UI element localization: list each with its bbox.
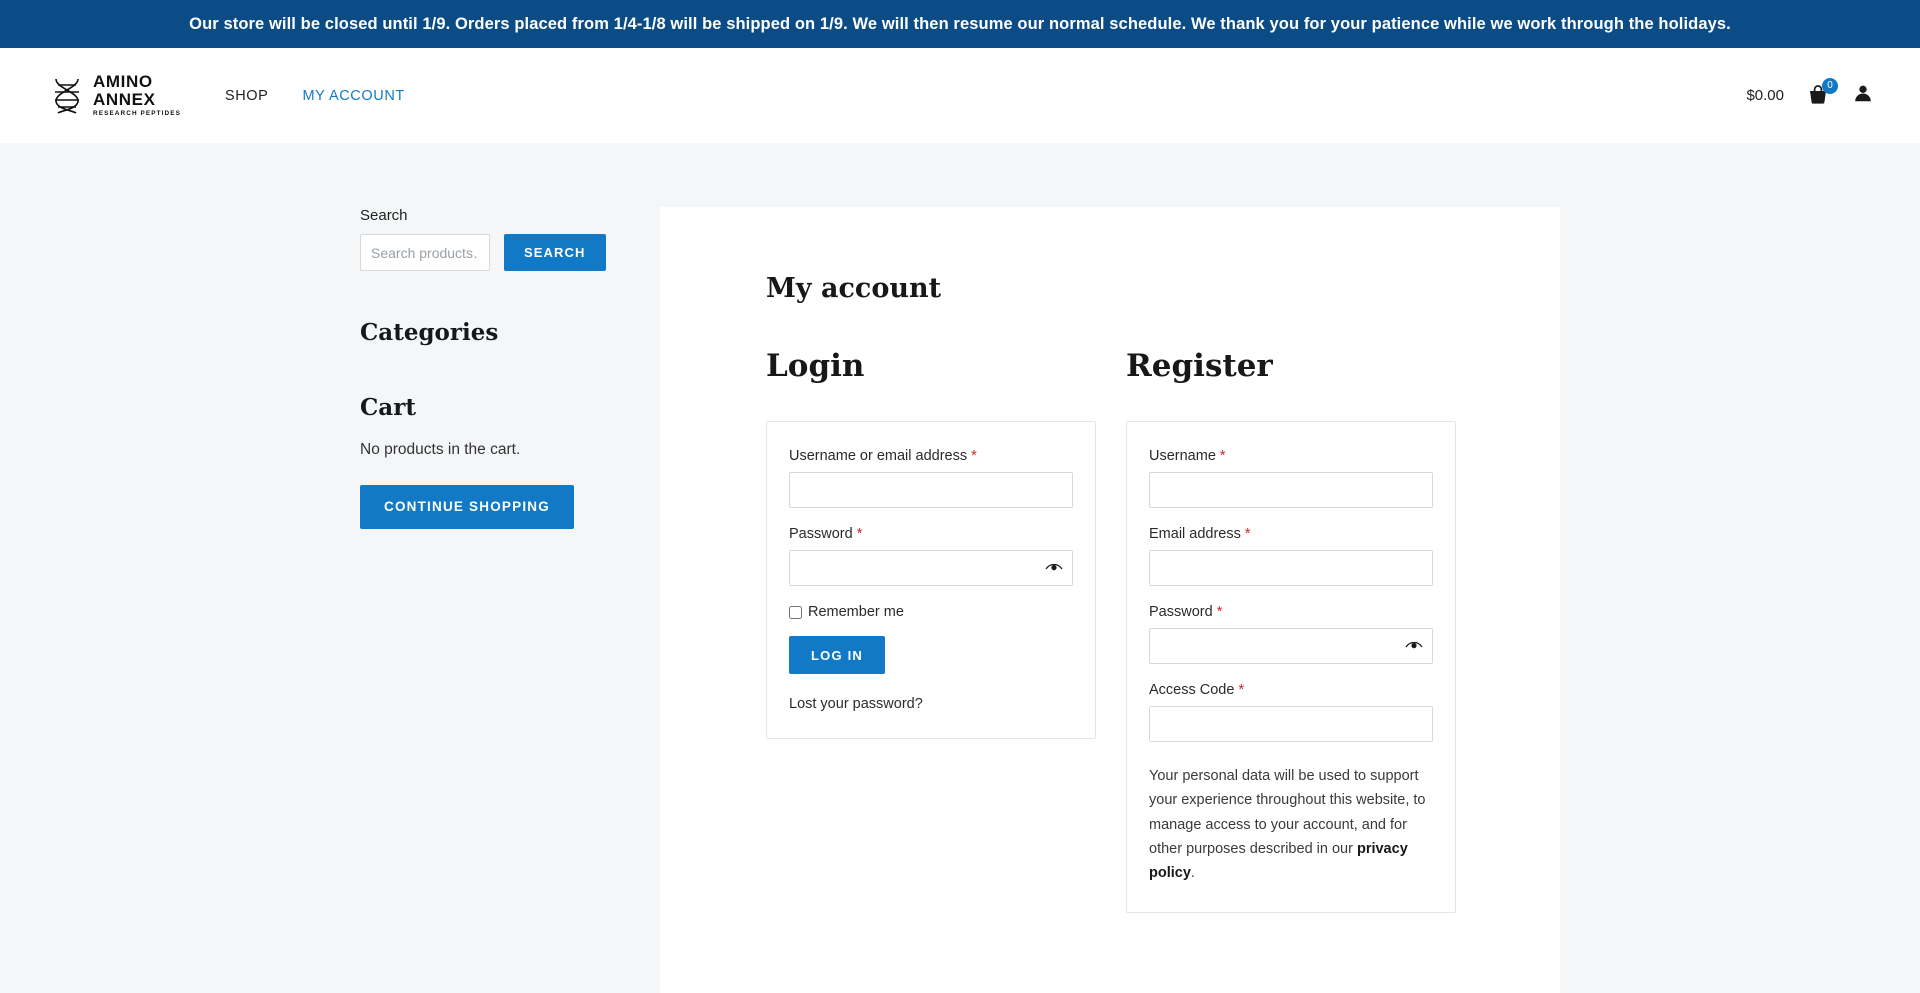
announcement-bar xyxy=(0,0,1920,48)
remember-me-checkbox[interactable] xyxy=(789,606,802,619)
announcement-text: Our store will be closed until 1/9. Orders placed from 1/4-1/8 will be shipped on 1/9. We will then resume our normal schedule. We thank you for your patience while we work through the holidays. xyxy=(189,14,1731,33)
account-panel xyxy=(660,207,1560,993)
register-access-code-field xyxy=(1149,682,1433,742)
user-icon xyxy=(1852,91,1874,108)
page-title: My account xyxy=(766,273,942,304)
login-password-label-text: Password xyxy=(789,526,853,542)
privacy-notice-text: Your personal data will be used to support your experience throughout this website, to manage access to your account, and for other purposes described in our xyxy=(1149,768,1426,858)
register-email-input[interactable] xyxy=(1149,550,1433,586)
register-access-code-label-text: Access Code xyxy=(1149,682,1235,698)
login-username-field xyxy=(789,448,1073,508)
search-input[interactable] xyxy=(360,234,490,271)
register-password-wrap xyxy=(1149,628,1433,664)
cart-title: Cart xyxy=(360,394,416,421)
register-password-input[interactable] xyxy=(1149,628,1433,664)
login-form xyxy=(766,421,1096,739)
login-password-label xyxy=(789,526,1073,542)
lost-password-link[interactable]: Lost your password? xyxy=(789,696,923,712)
logo-line-2: ANNEX xyxy=(93,90,156,110)
register-password-label xyxy=(1149,604,1433,620)
show-password-icon[interactable] xyxy=(1405,640,1423,652)
required-marker: * xyxy=(1244,526,1251,542)
account-columns xyxy=(766,348,1490,913)
login-title: Login xyxy=(766,348,865,384)
cart-icon xyxy=(1806,95,1830,112)
sidebar xyxy=(0,207,660,993)
nav-item-my-account[interactable]: MY ACCOUNT xyxy=(302,87,405,104)
nav-item-shop[interactable]: SHOP xyxy=(224,87,269,104)
register-password-field xyxy=(1149,604,1433,664)
register-access-code-label xyxy=(1149,682,1433,698)
page-body xyxy=(0,143,1920,993)
remember-me-label: Remember me xyxy=(808,604,904,620)
register-email-field xyxy=(1149,526,1433,586)
logo-line-1: AMINO xyxy=(93,72,153,92)
search-widget xyxy=(360,207,660,271)
register-email-label-text: Email address xyxy=(1149,526,1241,542)
cart-total: $0.00 xyxy=(1746,87,1784,104)
login-username-label-text: Username or email address xyxy=(789,448,968,464)
remember-me-row[interactable] xyxy=(789,604,1073,620)
required-marker: * xyxy=(1219,448,1226,464)
login-username-input[interactable] xyxy=(789,472,1073,508)
required-marker: * xyxy=(1216,604,1223,620)
register-password-label-text: Password xyxy=(1149,604,1213,620)
search-button[interactable]: SEARCH xyxy=(504,234,606,271)
categories-title: Categories xyxy=(360,319,499,346)
cart-count-badge: 0 xyxy=(1822,78,1838,94)
site-header xyxy=(0,48,1920,143)
privacy-notice xyxy=(1149,764,1433,886)
show-password-icon[interactable] xyxy=(1045,562,1063,574)
logo-wordmark xyxy=(93,73,181,117)
cart-button[interactable] xyxy=(1806,80,1833,108)
header-actions xyxy=(1746,48,1874,143)
register-column xyxy=(1126,348,1456,913)
privacy-policy-link[interactable]: privacy policy xyxy=(1149,841,1408,882)
login-username-label xyxy=(789,448,1073,464)
account-button[interactable] xyxy=(1852,82,1874,109)
cart-empty-message: No products in the cart. xyxy=(360,441,521,458)
register-username-label-text: Username xyxy=(1149,448,1216,464)
search-row xyxy=(360,234,660,271)
login-password-field xyxy=(789,526,1073,586)
login-password-input[interactable] xyxy=(789,550,1073,586)
required-marker: * xyxy=(971,448,977,464)
continue-shopping-button[interactable]: CONTINUE SHOPPING xyxy=(360,485,574,529)
register-form xyxy=(1126,421,1456,913)
register-email-label xyxy=(1149,526,1433,542)
main-navigation xyxy=(225,88,405,104)
register-username-label xyxy=(1149,448,1433,464)
site-logo[interactable] xyxy=(50,73,181,117)
register-access-code-input[interactable] xyxy=(1149,706,1433,742)
register-username-input[interactable] xyxy=(1149,472,1433,508)
required-marker: * xyxy=(1238,682,1245,698)
login-column xyxy=(766,348,1096,913)
required-marker: * xyxy=(856,526,863,542)
dna-logo-icon xyxy=(50,76,84,116)
login-password-wrap xyxy=(789,550,1073,586)
register-title: Register xyxy=(1126,348,1273,384)
register-username-field xyxy=(1149,448,1433,508)
login-button[interactable]: LOG IN xyxy=(789,636,885,674)
search-label: Search xyxy=(360,207,408,224)
logo-tagline: RESEARCH PEPTIDES xyxy=(93,110,181,118)
privacy-notice-period: . xyxy=(1190,865,1195,882)
